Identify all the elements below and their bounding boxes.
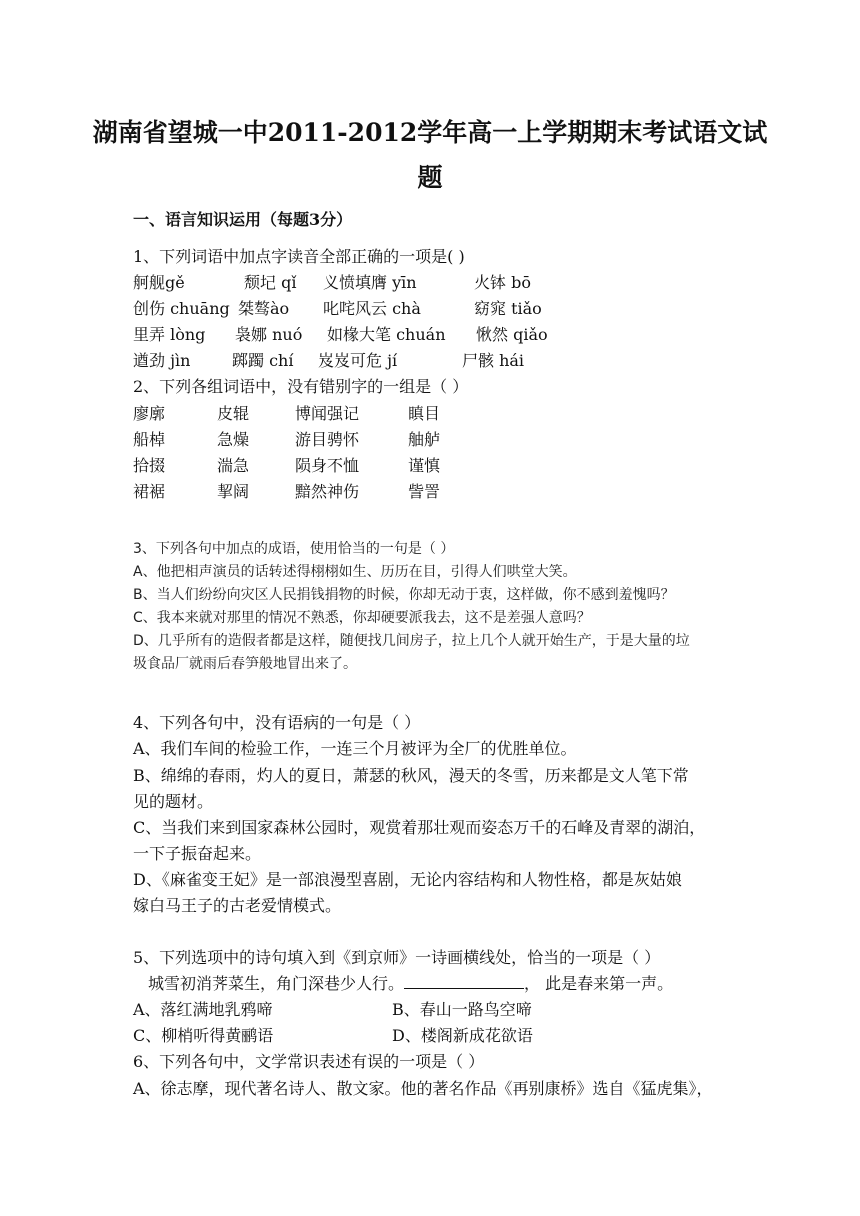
q3-option-d: D、几乎所有的造假者都是这样，随便找几间房子，拉上几个人就开始生产，于是大量的垃 <box>133 633 690 649</box>
q3-option-d-cont: 圾食品厂就雨后春笋般地冒出来了。 <box>133 656 357 672</box>
q3-option-c: C、我本来就对那里的情况不熟悉，你却硬要派我去，这不是差强人意吗？ <box>133 610 591 626</box>
q4-option-c-cont: 一下子振奋起来。 <box>133 844 262 863</box>
q2-option: 拾掇 <box>133 456 166 475</box>
q1-option: 桀骜ào <box>238 299 290 318</box>
q1-option: 岌岌可危 jí <box>318 351 398 370</box>
q2-option: 游目骋怀 <box>295 430 360 449</box>
q3-option-a: A、他把相声演员的话转述得栩栩如生、历历在目，引得人们哄堂大笑。 <box>133 564 577 580</box>
q1-option: 里弄 lòng <box>133 325 206 344</box>
answer-blank <box>404 974 524 989</box>
q5-poem-before: 城雪初消荠菜生，角门深巷少人行。 <box>148 974 405 993</box>
q2-option: 裙裾 <box>133 482 166 501</box>
page-title-line1: 湖南省望城一中2011-2012学年高一上学期期末考试语文试 <box>92 118 768 147</box>
q1-option: 如椽大笔 chuán <box>327 325 446 344</box>
q6-option-a: A、徐志摩，现代著名诗人、散文家。他的著名作品《再别康桥》选自《猛虎集》， <box>133 1079 713 1098</box>
q2-option: 廖廓 <box>133 404 166 423</box>
q1-option: 颓圮 qǐ <box>244 273 297 292</box>
q5-poem <box>148 971 673 994</box>
q4-option-d-cont: 嫁白马王子的古老爱情模式。 <box>133 896 342 915</box>
q2-option: 船棹 <box>133 430 166 449</box>
page-title-line2: 题 <box>417 163 443 192</box>
q1-option: 愀然 qiǎo <box>476 325 548 344</box>
q2-option: 舳舻 <box>408 430 441 449</box>
q6-stem: 6、下列各句中，文学常识表述有误的一项是（ ） <box>133 1052 485 1071</box>
q2-option: 挈阔 <box>217 482 250 501</box>
q1-option: 窈窕 tiǎo <box>474 299 542 318</box>
q3-option-b: B、当人们纷纷向灾区人民捐钱捐物的时候，你却无动于衷，这样做，你不感到羞愧吗？ <box>133 587 675 603</box>
q1-option: 踯躅 chí <box>232 351 294 370</box>
q4-stem: 4、下列各句中，没有语病的一句是（ ） <box>133 713 421 732</box>
q5-option-c: C、柳梢听得黄鹂语 <box>133 1026 274 1045</box>
q1-option: 舸舰gě <box>133 273 185 292</box>
q5-option-b: B、春山一路鸟空啼 <box>392 1000 532 1019</box>
q2-option: 黯然神伤 <box>295 482 360 501</box>
q1-option: 火钵 bō <box>474 273 531 292</box>
q1-stem: 1、下列词语中加点字读音全部正确的一项是( ) <box>133 247 465 266</box>
q4-option-d: D、《麻雀变王妃》是一部浪漫型喜剧，无论内容结构和人物性格，都是灰姑娘 <box>133 870 682 889</box>
q2-option: 博闻强记 <box>295 404 360 423</box>
q2-option: 湍急 <box>217 456 250 475</box>
q4-option-b-cont: 见的题材。 <box>133 792 214 811</box>
q1-option: 创伤 chuāng <box>133 299 230 318</box>
q5-option-d: D、楼阁新成花欲语 <box>392 1026 533 1045</box>
q2-stem: 2、下列各组词语中，没有错别字的一组是（ ） <box>133 377 469 396</box>
q1-option: 尸骸 hái <box>462 351 525 370</box>
q4-option-b: B、绵绵的春雨，灼人的夏日，萧瑟的秋风，漫天的冬雪，历来都是文人笔下常 <box>133 766 689 785</box>
q4-option-a: A、我们车间的检验工作，一连三个月被评为全厂的优胜单位。 <box>133 739 577 758</box>
q2-option: 谨慎 <box>408 456 441 475</box>
q4-option-c: C、当我们来到国家森林公园时，观赏着那壮观而姿态万千的石峰及青翠的湖泊， <box>133 818 706 837</box>
q2-option: 皮辊 <box>217 404 250 423</box>
q2-option: 陨身不恤 <box>295 456 360 475</box>
q5-poem-after: ， 此是春来第一声。 <box>524 974 674 993</box>
q5-option-a: A、落红满地乳鸦啼 <box>133 1000 273 1019</box>
q1-option: 袅娜 nuó <box>235 325 303 344</box>
q1-option: 叱咤风云 chà <box>323 299 421 318</box>
q2-option: 訾詈 <box>408 482 441 501</box>
section-heading: 一、语言知识运用（每题3分） <box>133 210 353 229</box>
q5-stem: 5、下列选项中的诗句填入到《到京师》一诗画横线处，恰当的一项是（ ） <box>133 948 661 967</box>
q1-option: 遒劲 jìn <box>133 351 191 370</box>
q2-option: 瞋目 <box>408 404 441 423</box>
q1-option: 义愤填膺 yīn <box>323 273 417 292</box>
q2-option: 急燥 <box>217 430 250 449</box>
q3-stem: 3、下列各句中加点的成语，使用恰当的一句是（ ） <box>133 541 455 557</box>
